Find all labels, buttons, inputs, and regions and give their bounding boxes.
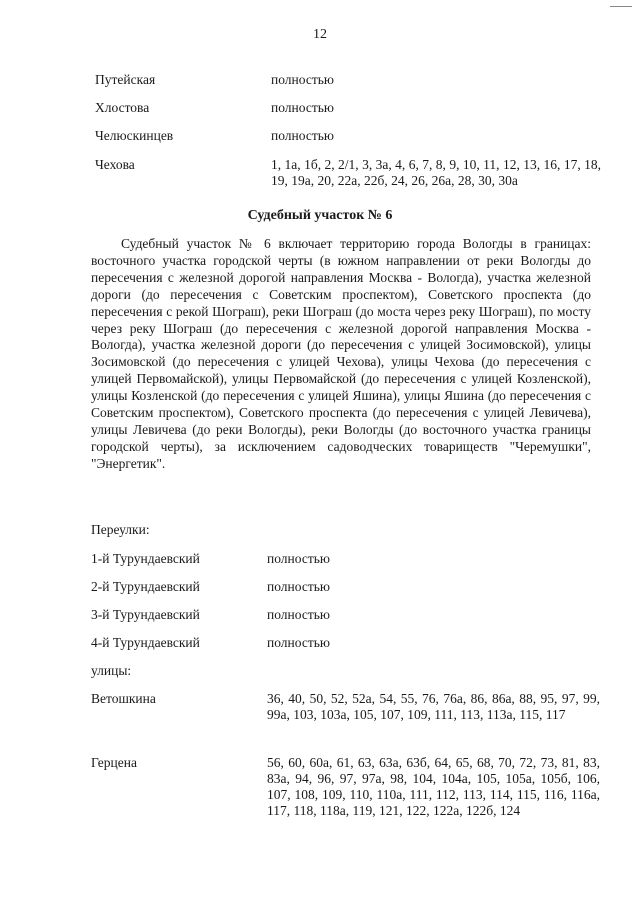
scan-corner-mark <box>610 0 632 7</box>
lanes-label: Переулки: <box>91 522 150 537</box>
street-name: 4-й Турундаевский <box>91 635 200 650</box>
section-title: Судебный участок № 6 <box>247 208 393 223</box>
house-numbers: полностью <box>271 100 334 115</box>
page-number: 12 <box>313 27 327 42</box>
house-numbers: 1, 1а, 1б, 2, 2/1, 3, 3а, 4, 6, 7, 8, 9, 10, 11, 12, 13, 16, 17, 18, 19, 19а, 20, 22а, 22б, 24, 26, 26а, 28, 30, 30а <box>271 157 601 188</box>
street-name: Путейская <box>95 72 156 87</box>
house-numbers: полностью <box>267 551 330 566</box>
section-description: Судебный участок № 6 включает территорию города Вологды в границах: восточного участка городской черты (в южном направлении от реки Вологды до пересечения с железной дорогой направления Москва - Вологда), участка железной дороги (до пересечения с Советским проспектом), Советского проспекта (до пересечения с рекой Шограш), реки Шограш (до моста через реку Шограш), по мосту через реку Шограш (до пересечения с железной дорогой направления Москва - Вологда), участка железной дороги (до пересечения с улицей Зосимовской), улицы Зосимовской (до пересечения с улицей Чехова), улицы Чехова (до пересечения с улицей Первомайской), улицы Первомайской (до пересечения с улицей Козленской), улицы Козленской (до пересечения с улицей Яшина), улицы Яшина (до пересечения с Советским проспектом), Советского проспекта (до пересечения с улицей Левичева), улицы Левичева (до реки Вологды), реки Вологды (до восточного участка границы городской черты), за исключением садоводческих товариществ "Черемушки", "Энергетик". <box>91 236 591 471</box>
house-numbers: 56, 60, 60а, 61, 63, 63а, 63б, 64, 65, 68, 70, 72, 73, 81, 83, 83а, 94, 96, 97, 97а, 98, 104, 104а, 105, 105а, 105б, 106, 107, 108, 109, 110, 110а, 111, 112, 113, 114, 115, 116, 116а, 117, 118, 118а, 119, 121, 122, 122а, 122б, 124 <box>267 755 600 818</box>
house-numbers: полностью <box>271 128 334 143</box>
street-name: Ветошкина <box>91 691 156 706</box>
house-numbers: полностью <box>267 579 330 594</box>
street-name: Челюскинцев <box>95 128 174 143</box>
streets-label: улицы: <box>91 663 132 678</box>
street-name: 2-й Турундаевский <box>91 579 200 594</box>
house-numbers: полностью <box>267 635 330 650</box>
street-name: 1-й Турундаевский <box>91 551 200 566</box>
house-numbers: полностью <box>267 607 330 622</box>
street-name: Герцена <box>91 755 137 770</box>
street-name: 3-й Турундаевский <box>91 607 200 622</box>
house-numbers: 36, 40, 50, 52, 52а, 54, 55, 76, 76а, 86, 86а, 88, 95, 97, 99, 99а, 103, 103а, 105, 107, 109, 111, 113, 113а, 115, 117 <box>267 691 600 722</box>
street-name: Чехова <box>95 157 135 172</box>
house-numbers: полностью <box>271 72 334 87</box>
street-name: Хлостова <box>95 100 150 115</box>
